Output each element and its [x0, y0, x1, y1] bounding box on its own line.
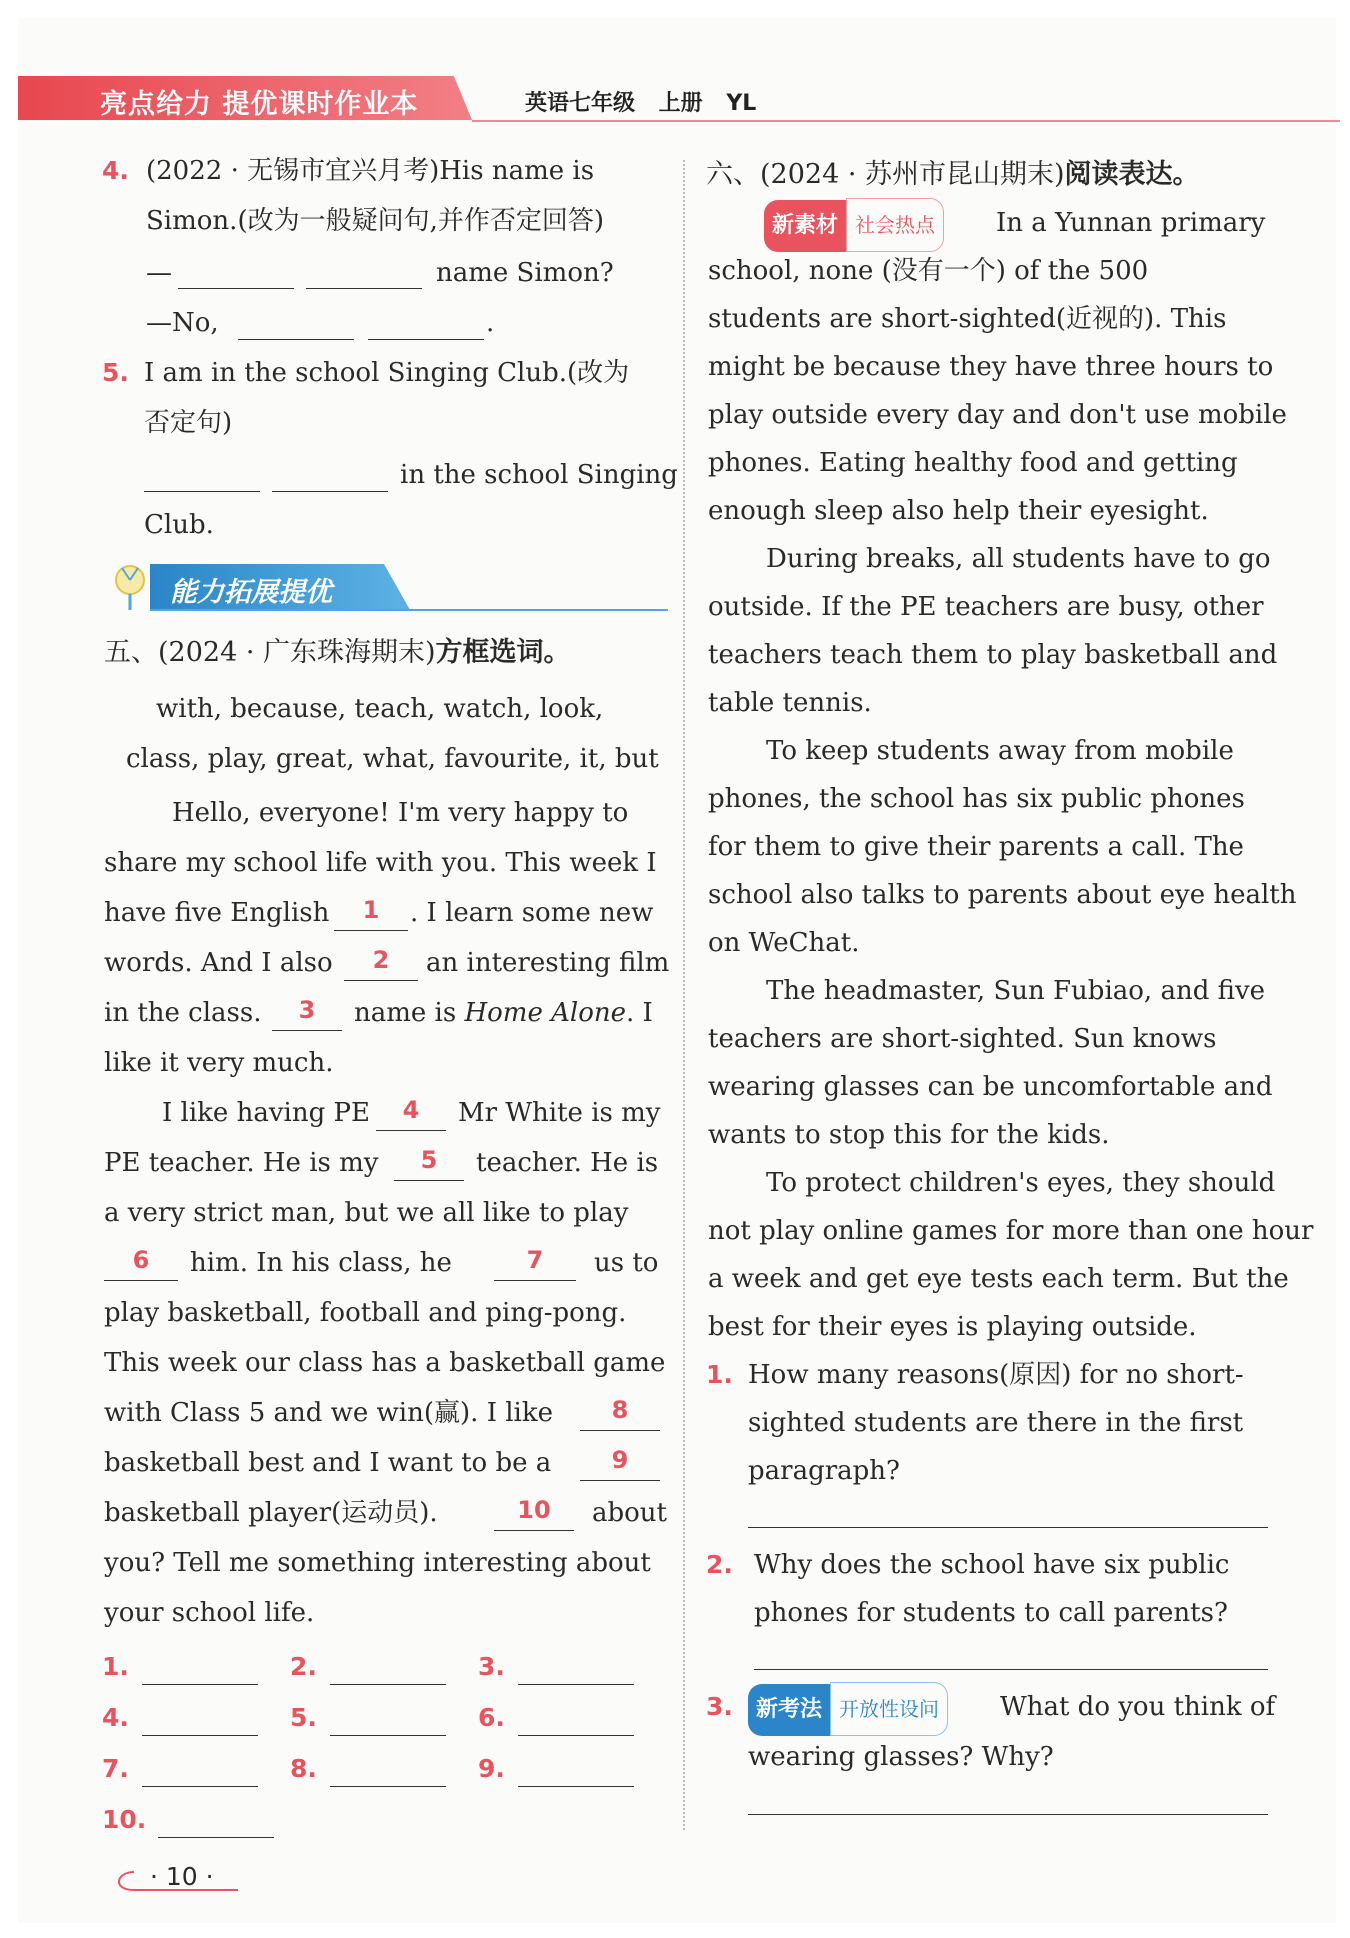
answer-blank-5[interactable]	[330, 1735, 446, 1736]
answer-blank-8[interactable]	[330, 1786, 446, 1787]
blank-9[interactable]	[580, 1480, 660, 1481]
passage-line-6: phones. Eating healthy food and getting	[708, 448, 1238, 478]
blank-6-number: 6	[132, 1246, 150, 1274]
answer-label-8: 8.	[290, 1754, 317, 1783]
sec6-title	[706, 152, 1200, 191]
sec5-p4a: words. And I also	[104, 948, 333, 978]
passage-line-21: To protect children's eyes, they should	[766, 1168, 1276, 1198]
blank-6[interactable]	[104, 1280, 178, 1281]
q5-line1: I am in the school Singing Club.(改为	[144, 358, 630, 388]
q5-line3-tail: in the school Singing	[400, 460, 678, 490]
blank-10-number: 10	[517, 1496, 551, 1524]
sec5-p12: This week our class has a basketball game	[104, 1348, 666, 1378]
passage-line-17: The headmaster, Sun Fubiao, and five	[766, 976, 1266, 1006]
sec6-q1-answer-line[interactable]	[748, 1527, 1268, 1528]
sec5-p1: Hello, everyone! I'm very happy to	[172, 798, 629, 828]
sec5-p8a: PE teacher. He is my	[104, 1148, 379, 1178]
passage-line-19: wearing glasses can be uncomfortable and	[708, 1072, 1273, 1102]
sec5-p2: share my school life with you. This week I	[104, 848, 657, 878]
answer-blank-7[interactable]	[142, 1786, 258, 1787]
passage-line-16: on WeChat.	[708, 928, 860, 958]
sec5-p5d: . I	[626, 998, 653, 1028]
q4-dash: —	[146, 258, 172, 288]
q5-line2: 否定句)	[144, 408, 233, 438]
sec5-word-box-2: class, play, great, what, favourite, it, but	[126, 744, 659, 774]
social-hotspot-tag: 社会热点	[846, 198, 944, 252]
sec5-p7b: Mr White is my	[458, 1098, 661, 1128]
page-number: · 10 ·	[150, 1862, 214, 1891]
ability-label: 能力拓展提优	[170, 577, 332, 608]
sec5-p8b: teacher. He is	[476, 1148, 659, 1178]
sec5-title-source: 五、(2024 · 广东珠海期末)	[104, 637, 436, 668]
q4-blank-4[interactable]	[368, 339, 484, 340]
sec6-title-source: 六、(2024 · 苏州市昆山期末)	[706, 159, 1065, 190]
q4-blank-1[interactable]	[178, 288, 294, 289]
passage-line-10: teachers teach them to play basketball and	[708, 640, 1278, 670]
film-title: Home Alone	[464, 998, 626, 1028]
passage-line-24: best for their eyes is playing outside.	[708, 1312, 1197, 1342]
q4-line3-tail: name Simon?	[436, 258, 614, 288]
answer-label-1: 1.	[102, 1652, 129, 1681]
sec5-p4b: an interesting film	[426, 948, 670, 978]
q5-blank-1[interactable]	[144, 491, 260, 492]
blank-3-number: 3	[298, 996, 316, 1024]
sec6-q2-answer-line[interactable]	[754, 1669, 1268, 1670]
column-divider	[683, 160, 685, 1830]
lightbulb-icon	[104, 560, 156, 614]
q4-blank-3[interactable]	[238, 339, 354, 340]
answer-label-7: 7.	[102, 1754, 129, 1783]
q5-blank-2[interactable]	[272, 491, 388, 492]
blank-1[interactable]	[334, 930, 408, 931]
sec6-q3-tag-line	[748, 1682, 948, 1736]
answer-label-9: 9.	[478, 1754, 505, 1783]
blank-9-number: 9	[611, 1446, 629, 1474]
answer-label-4: 4.	[102, 1703, 129, 1732]
answer-blank-1[interactable]	[142, 1684, 258, 1685]
q4-line1: (2022 · 无锡市宜兴月考)His name is	[146, 156, 595, 186]
blank-2-number: 2	[372, 946, 390, 974]
sec5-p5b: name is	[354, 998, 457, 1028]
answer-label-6: 6.	[478, 1703, 505, 1732]
blank-4-number: 4	[402, 1096, 420, 1124]
sec5-p15a: basketball player(运动员).	[104, 1498, 438, 1528]
sec5-p13a: with Class 5 and we win(赢). I like	[104, 1398, 553, 1428]
passage-line-9: outside. If the PE teachers are busy, other	[708, 592, 1264, 622]
q4-blank-2[interactable]	[306, 288, 422, 289]
passage-line-22: not play online games for more than one hour	[708, 1216, 1314, 1246]
header-rule	[472, 120, 1340, 122]
q4-line4-end: .	[486, 308, 495, 338]
sec6-q3-line1: What do you think of	[1000, 1692, 1276, 1722]
answer-blank-3[interactable]	[518, 1684, 634, 1685]
passage-line-4: might be because they have three hours to	[708, 352, 1274, 382]
header-title: 亮点给力 提优课时作业本	[100, 89, 419, 120]
q5-number: 5.	[102, 358, 129, 387]
ability-rule	[150, 609, 668, 611]
blank-8[interactable]	[580, 1430, 660, 1431]
q4-number: 4.	[102, 156, 129, 185]
sec6-q2-line1: Why does the school have six public	[754, 1550, 1230, 1580]
passage-line-5: play outside every day and don't use mobile	[708, 400, 1287, 430]
sec5-p10c: us to	[594, 1248, 659, 1278]
sec5-title	[104, 630, 571, 669]
answer-blank-2[interactable]	[330, 1684, 446, 1685]
sec5-p15b: about	[592, 1498, 667, 1528]
sec5-p3a: have five English	[104, 898, 330, 928]
sec5-p17: your school life.	[104, 1598, 315, 1628]
header-subtitle: 英语七年级 上册 YL	[525, 91, 757, 116]
answer-label-5: 5.	[290, 1703, 317, 1732]
sec6-q3-line2: wearing glasses? Why?	[748, 1742, 1054, 1772]
sec6-title-main: 阅读表达。	[1064, 159, 1200, 190]
sec5-title-main: 方框选词。	[435, 637, 571, 668]
passage-line-23: a week and get eye tests each term. But the	[708, 1264, 1289, 1294]
q4-line2: Simon.(改为一般疑问句,并作否定回答)	[146, 206, 604, 236]
sec6-q3-answer-line[interactable]	[748, 1814, 1268, 1815]
passage-line-8: During breaks, all students have to go	[766, 544, 1271, 574]
sec6-tag-line	[764, 198, 944, 252]
passage-line-18: teachers are short-sighted. Sun knows	[708, 1024, 1217, 1054]
sec6-q1-line3: paragraph?	[748, 1456, 900, 1486]
sec5-p3b: . I learn some new	[410, 898, 654, 928]
answer-label-2: 2.	[290, 1652, 317, 1681]
answer-blank-9[interactable]	[518, 1786, 634, 1787]
passage-line-12: To keep students away from mobile	[766, 736, 1234, 766]
blank-5[interactable]	[394, 1180, 464, 1181]
passage-line-3: students are short-sighted(近视的). This	[708, 304, 1227, 334]
answer-blank-10[interactable]	[158, 1837, 274, 1838]
blank-3[interactable]	[272, 1030, 342, 1031]
q5-line4: Club.	[144, 510, 214, 540]
blank-10[interactable]	[494, 1530, 574, 1531]
blank-2[interactable]	[344, 980, 418, 981]
passage-line-13: phones, the school has six public phones	[708, 784, 1245, 814]
answer-blank-4[interactable]	[142, 1735, 258, 1736]
sec5-p11: play basketball, football and ping-pong.	[104, 1298, 627, 1328]
sec5-p6: like it very much.	[104, 1048, 334, 1078]
passage-line-14: for them to give their parents a call. The	[708, 832, 1244, 862]
sec6-q1-number: 1.	[706, 1360, 733, 1389]
sec5-p14a: basketball best and I want to be a	[104, 1448, 552, 1478]
passage-line-7: enough sleep also help their eyesight.	[708, 496, 1209, 526]
sec5-p16: you? Tell me something interesting about	[104, 1548, 651, 1578]
passage-line-11: table tennis.	[708, 688, 872, 718]
answer-label-3: 3.	[478, 1652, 505, 1681]
passage-line-20: wants to stop this for the kids.	[708, 1120, 1110, 1150]
blank-8-number: 8	[611, 1396, 629, 1424]
sec5-p7a: I like having PE	[162, 1098, 370, 1128]
new-material-tag: 新素材	[764, 200, 846, 252]
blank-4[interactable]	[376, 1130, 446, 1131]
sec5-p5	[354, 988, 653, 1038]
answer-blank-6[interactable]	[518, 1735, 634, 1736]
sec6-q2-line2: phones for students to call parents?	[754, 1598, 1228, 1628]
blank-1-number: 1	[362, 896, 380, 924]
passage-line-1: In a Yunnan primary	[996, 208, 1266, 238]
q4-line4: —No,	[146, 308, 219, 338]
answer-label-10: 10.	[102, 1805, 147, 1834]
sec5-p9: a very strict man, but we all like to play	[104, 1198, 629, 1228]
blank-7[interactable]	[494, 1280, 576, 1281]
sec5-word-box-1: with, because, teach, watch, look,	[156, 694, 604, 724]
sec5-p5a: in the class.	[104, 998, 262, 1028]
sec6-q1-line2: sighted students are there in the first	[748, 1408, 1244, 1438]
sec6-q3-number: 3.	[706, 1692, 733, 1721]
blank-7-number: 7	[526, 1246, 544, 1274]
open-question-tag: 开放性设问	[830, 1682, 948, 1736]
blank-5-number: 5	[420, 1146, 438, 1174]
passage-line-15: school also talks to parents about eye health	[708, 880, 1297, 910]
sec5-p10b: him. In his class, he	[190, 1248, 452, 1278]
passage-line-2: school, none (没有一个) of the 500	[708, 256, 1149, 286]
sec6-q1-line1: How many reasons(原因) for no short-	[748, 1360, 1244, 1390]
new-method-tag: 新考法	[748, 1684, 830, 1736]
sec6-q2-number: 2.	[706, 1550, 733, 1579]
